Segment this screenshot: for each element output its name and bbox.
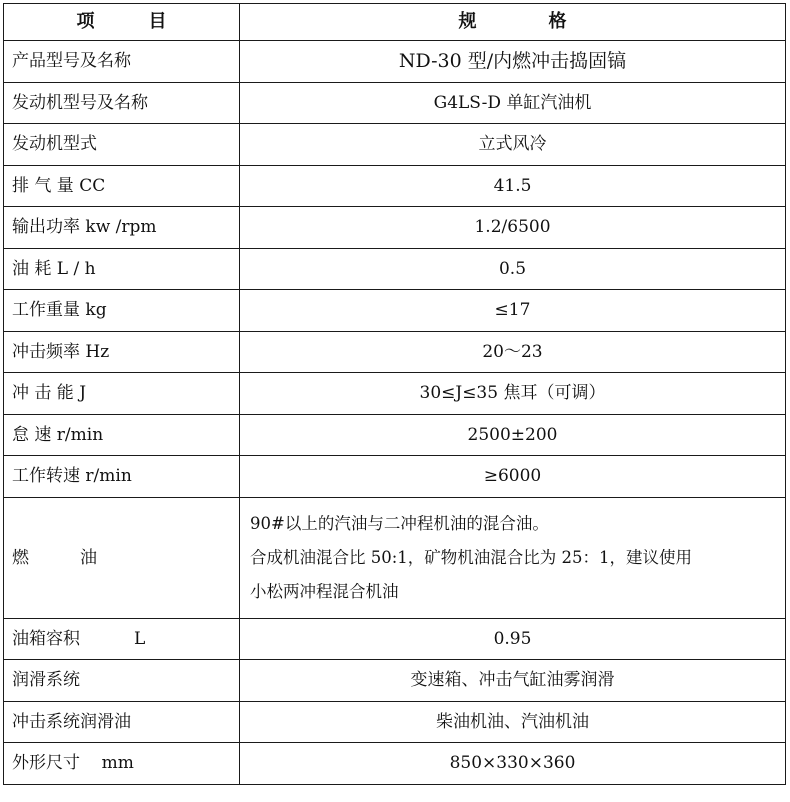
row-working-speed-value: ≥6000: [240, 456, 786, 498]
row-displacement: [4, 165, 786, 207]
row-tank-capacity-name: 油箱容积 L: [4, 618, 240, 660]
row-impact-frequency-value: 20～23: [240, 331, 786, 373]
row-impact-lubricant: [4, 701, 786, 743]
row-working-speed: [4, 456, 786, 498]
row-lubrication-value: 变速箱、冲击气缸油雾润滑: [240, 660, 786, 702]
row-output-power-value: 1.2/6500: [240, 207, 786, 249]
row-fuel: [4, 497, 786, 618]
row-idle-speed: [4, 414, 786, 456]
row-lubrication: [4, 660, 786, 702]
row-model-name: 产品型号及名称: [4, 41, 240, 83]
row-weight: [4, 290, 786, 332]
row-dimensions-name: 外形尺寸 mm: [4, 743, 240, 785]
row-fuel-consumption-name: 油 耗 L / h: [4, 248, 240, 290]
spec-table: [3, 3, 786, 785]
fuel-line: 90#以上的汽油与二冲程机油的混合油。: [250, 513, 549, 533]
row-output-power-name: 输出功率 kw /rpm: [4, 207, 240, 249]
row-engine-type-name: 发动机型式: [4, 124, 240, 166]
row-working-speed-name: 工作转速 r/min: [4, 456, 240, 498]
row-model-value: ND-30 型/内燃冲击捣固镐: [240, 41, 786, 83]
fuel-line: 小松两冲程混合机油: [250, 581, 399, 601]
row-fuel-name: 燃 油: [4, 497, 240, 618]
row-weight-value: ≤17: [240, 290, 786, 332]
header-row: [4, 4, 786, 41]
row-displacement-value: 41.5: [240, 165, 786, 207]
row-engine-model-name: 发动机型号及名称: [4, 82, 240, 124]
row-tank-capacity-value: 0.95: [240, 618, 786, 660]
header-item: 项 目: [4, 4, 240, 41]
row-impact-frequency-name: 冲击频率 Hz: [4, 331, 240, 373]
row-model: [4, 41, 786, 83]
row-engine-type-value: 立式风冷: [240, 124, 786, 166]
row-engine-type: [4, 124, 786, 166]
row-impact-lubricant-value: 柴油机油、汽油机油: [240, 701, 786, 743]
row-output-power: [4, 207, 786, 249]
header-spec: 规 格: [240, 4, 786, 41]
row-engine-model: [4, 82, 786, 124]
row-dimensions: [4, 743, 786, 785]
row-impact-energy: [4, 373, 786, 415]
row-fuel-consumption-value: 0.5: [240, 248, 786, 290]
row-idle-speed-value: 2500±200: [240, 414, 786, 456]
row-fuel-consumption: [4, 248, 786, 290]
row-lubrication-name: 润滑系统: [4, 660, 240, 702]
row-dimensions-value: 850×330×360: [240, 743, 786, 785]
row-impact-lubricant-name: 冲击系统润滑油: [4, 701, 240, 743]
row-idle-speed-name: 怠 速 r/min: [4, 414, 240, 456]
row-fuel-value: [240, 497, 786, 618]
row-impact-frequency: [4, 331, 786, 373]
row-impact-energy-name: 冲 击 能 J: [4, 373, 240, 415]
row-engine-model-value: G4LS-D 单缸汽油机: [240, 82, 786, 124]
row-impact-energy-value: 30≤J≤35 焦耳（可调）: [240, 373, 786, 415]
row-tank-capacity: [4, 618, 786, 660]
row-displacement-name: 排 气 量 CC: [4, 165, 240, 207]
fuel-line: 合成机油混合比 50:1，矿物机油混合比为 25：1，建议使用: [250, 547, 693, 567]
row-weight-name: 工作重量 kg: [4, 290, 240, 332]
